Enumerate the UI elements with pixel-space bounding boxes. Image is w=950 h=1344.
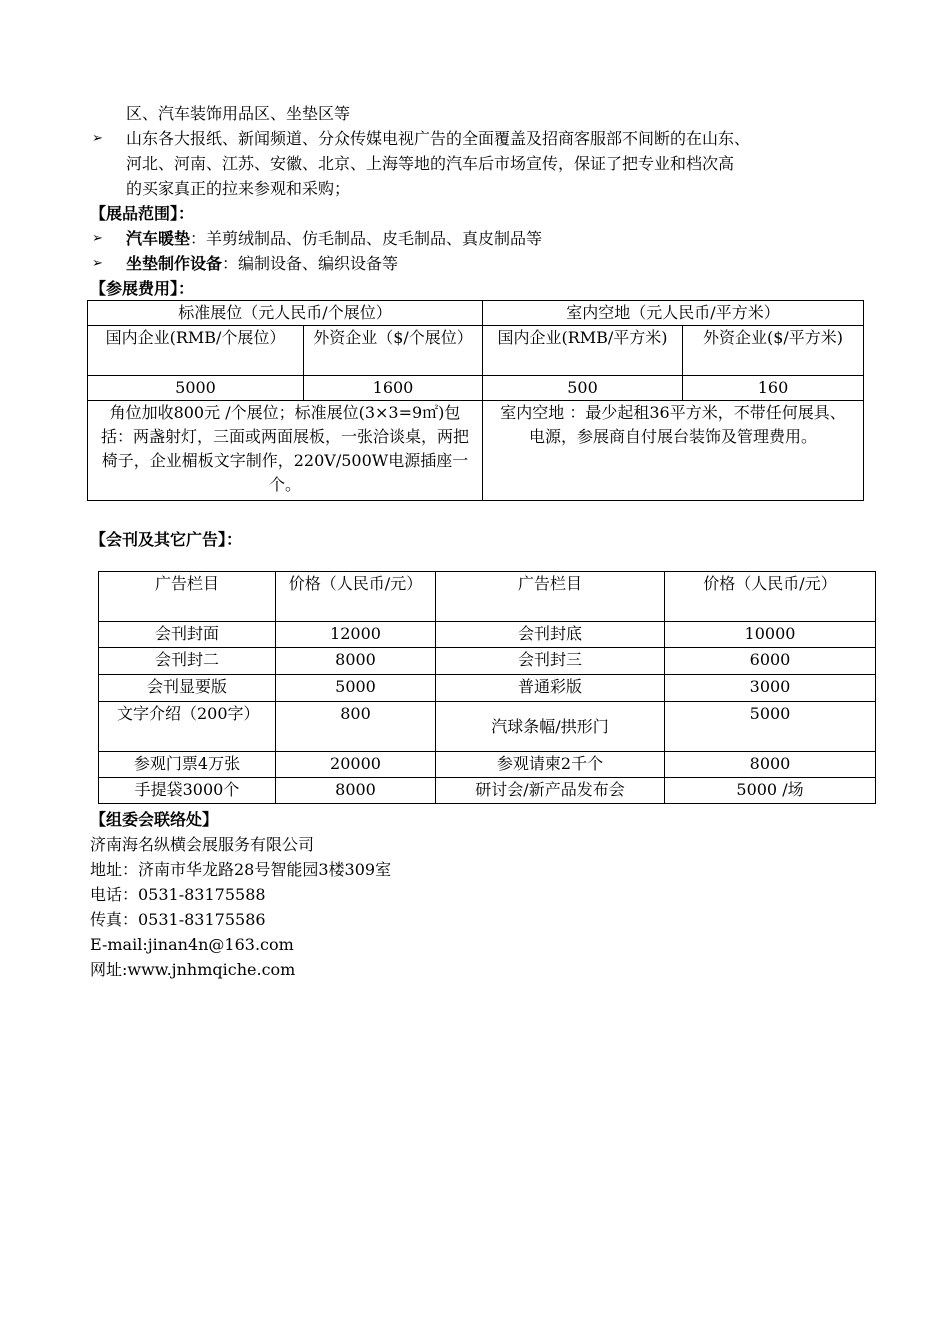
table-row <box>99 572 876 622</box>
table-row <box>99 702 876 752</box>
table-row <box>99 648 876 675</box>
ads-cell: 会刊显要版 <box>99 675 276 702</box>
ads-cell: 文字介绍（200字） <box>99 702 276 752</box>
ads-cell: 8000 <box>276 648 436 675</box>
table-row <box>88 401 864 501</box>
intro-line-1: 山东各大报纸、新闻频道、分众传媒电视广告的全面覆盖及招商客服部不间断的在山东、 <box>126 129 751 148</box>
ads-cell: 5000 <box>665 702 876 752</box>
fees-note-standard: 角位加收800元 /个展位；标准展位(3×3=9㎡)包括：两盏射灯，三面或两面展板，一张洽谈桌，两把椅子，企业楣板文字制作，220V/500W电源插座一个。 <box>88 401 483 501</box>
ads-table <box>98 571 876 804</box>
arrow-bullet-icon: ➢ <box>92 231 103 246</box>
fees-group-header-standard: 标准展位（元人民币/个展位） <box>88 301 483 326</box>
exhibit-item-text: ：羊剪绒制品、仿毛制品、皮毛制品、真皮制品等 <box>190 229 543 248</box>
exhibit-item-text: ：编制设备、编织设备等 <box>222 254 399 273</box>
table-row <box>99 675 876 702</box>
ads-cell: 6000 <box>665 648 876 675</box>
intro-line-3: 的买家真正的拉来参观和采购； <box>126 179 351 198</box>
contact-address: 地址：济南市华龙路28号智能园3楼309室 <box>90 860 392 879</box>
table-row <box>88 326 864 376</box>
ads-heading: 【会刊及其它广告】： <box>90 530 243 549</box>
contact-email: E-mail:jinan4n@163.com <box>90 935 294 954</box>
ads-cell: 20000 <box>276 752 436 778</box>
ads-cell: 8000 <box>665 752 876 778</box>
intro-continuation: 区、汽车装饰用品区、坐垫区等 <box>126 104 351 123</box>
exhibit-item-label: 汽车暖垫 <box>126 229 191 248</box>
ads-cell: 会刊封底 <box>436 622 665 648</box>
fees-price: 500 <box>483 376 683 401</box>
contact-company: 济南海名纵横会展服务有限公司 <box>90 835 315 854</box>
ads-header: 广告栏目 <box>436 572 665 622</box>
fees-price: 1600 <box>304 376 483 401</box>
fees-sub-header: 外资企业($/平方米) <box>683 326 864 376</box>
ads-cell: 10000 <box>665 622 876 648</box>
ads-header: 广告栏目 <box>99 572 276 622</box>
exhibit-item-label: 坐垫制作设备 <box>126 254 223 273</box>
arrow-bullet-icon: ➢ <box>92 256 103 271</box>
table-row <box>88 301 864 326</box>
contact-website: 网址:www.jnhmqiche.com <box>90 960 296 979</box>
ads-header: 价格（人民币/元） <box>276 572 436 622</box>
ads-cell: 手提袋3000个 <box>99 778 276 804</box>
fees-sub-header: 国内企业(RMB/个展位） <box>88 326 304 376</box>
fees-sub-header: 外资企业（$/个展位） <box>304 326 483 376</box>
fees-sub-header: 国内企业(RMB/平方米) <box>483 326 683 376</box>
ads-cell: 普通彩版 <box>436 675 665 702</box>
ads-cell: 参观请柬2千个 <box>436 752 665 778</box>
table-row <box>88 376 864 401</box>
fees-heading: 【参展费用】： <box>90 279 195 298</box>
ads-header: 价格（人民币/元） <box>665 572 876 622</box>
fees-price: 5000 <box>88 376 304 401</box>
exhibits-heading: 【展品范围】： <box>90 204 195 223</box>
contact-phone: 电话：0531-83175588 <box>90 885 266 904</box>
ads-cell: 汽球条幅/拱形门 <box>436 702 665 752</box>
exhibit-item-1 <box>126 228 542 250</box>
ads-cell: 800 <box>276 702 436 752</box>
ads-cell: 会刊封三 <box>436 648 665 675</box>
exhibit-item-2 <box>126 253 398 275</box>
fees-note-space: 室内空地 ：最少起租36平方米，不带任何展具、电源，参展商自付展台装饰及管理费用。 <box>483 401 864 501</box>
table-row <box>99 622 876 648</box>
fees-table <box>87 300 864 501</box>
ads-cell: 参观门票4万张 <box>99 752 276 778</box>
ads-cell: 会刊封面 <box>99 622 276 648</box>
table-row <box>99 778 876 804</box>
ads-cell: 12000 <box>276 622 436 648</box>
contact-fax: 传真：0531-83175586 <box>90 910 266 929</box>
ads-cell: 研讨会/新产品发布会 <box>436 778 665 804</box>
table-row <box>99 752 876 778</box>
ads-cell: 5000 <box>276 675 436 702</box>
arrow-bullet-icon: ➢ <box>92 131 103 146</box>
ads-cell: 8000 <box>276 778 436 804</box>
ads-cell: 5000 /场 <box>665 778 876 804</box>
intro-line-2: 河北、河南、江苏、安徽、北京、上海等地的汽车后市场宣传，保证了把专业和档次高 <box>126 154 735 173</box>
fees-group-header-space: 室内空地（元人民币/平方米） <box>483 301 864 326</box>
fees-price: 160 <box>683 376 864 401</box>
ads-cell: 会刊封二 <box>99 648 276 675</box>
contact-heading: 【组委会联络处】 <box>90 810 219 829</box>
ads-cell: 3000 <box>665 675 876 702</box>
